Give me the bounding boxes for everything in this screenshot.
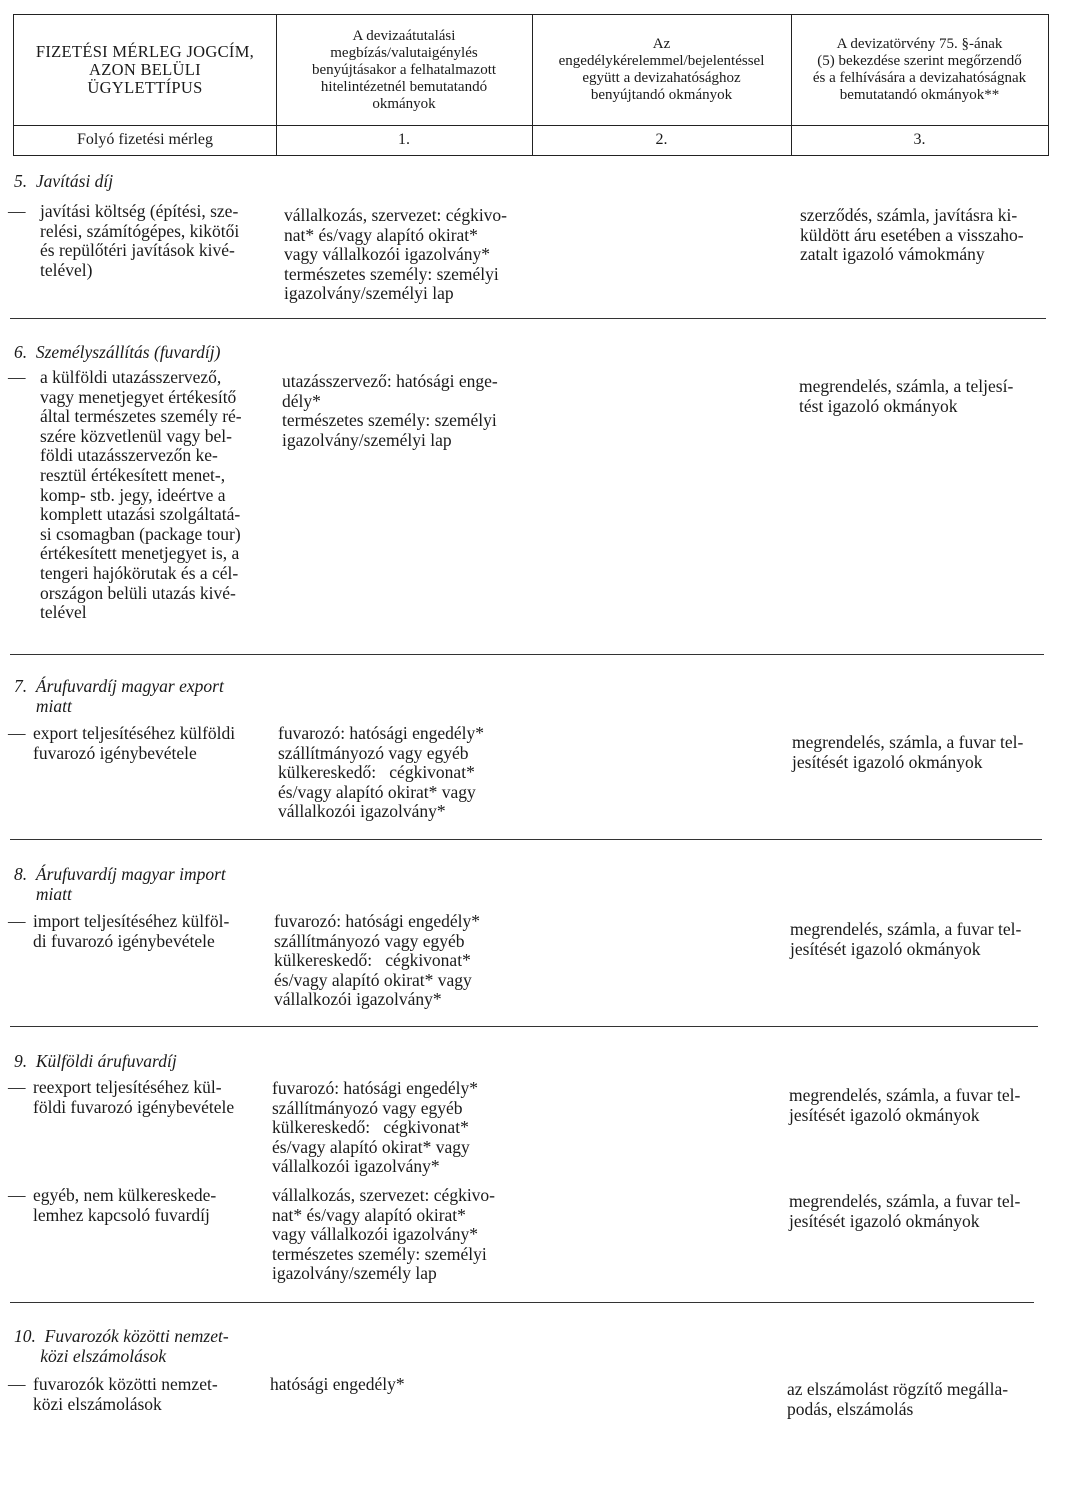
row-retained-documents: szerződés, számla, javításra ki- küldött áru esetében a visszaho- zatalt igazoló vámokmány — [800, 205, 1024, 265]
row-dash: — — [8, 367, 26, 387]
row-dash: — — [8, 1374, 26, 1394]
header-col-1: A devizaátutalási megbízás/valutaigénylés benyújtásakor a felhatalmazott hitelintézetnél bemutatandó okmányok — [311, 27, 497, 112]
row-retained-documents: megrendelés, számla, a fuvar tel- jesítését igazoló okmányok — [792, 732, 1024, 772]
row-transaction-type: export teljesítéséhez külföldi fuvarozó igénybevétele — [33, 723, 236, 763]
row-dash: — — [8, 723, 26, 743]
section-title: 8. Árufuvardíj magyar import miatt — [14, 864, 226, 904]
section-title: 9. Külföldi árufuvardíj — [14, 1051, 177, 1071]
row-retained-documents: megrendelés, számla, a fuvar tel- jesítését igazoló okmányok — [790, 919, 1022, 959]
header-table — [13, 14, 1049, 156]
row-transaction-type: fuvarozók közötti nemzet- közi elszámolások — [33, 1374, 218, 1414]
row-bank-documents: fuvarozó: hatósági engedély* szállítmányozó vagy egyéb külkereskedő: cégkivonat* és/vagy alapító okirat* vagy vállalkozói igazolvány* — [278, 723, 485, 822]
section-title: 6. Személyszállítás (fuvardíj) — [14, 342, 221, 362]
row-transaction-type: javítási költség (építési, sze- relési, számítógépes, kikötői és repülőtéri javítások kivé- telével) — [40, 201, 240, 280]
header-num-3: 3. — [913, 131, 926, 148]
row-transaction-type: a külföldi utazásszervező, vagy menetjegyet értékesítő által természetes személy ré- szére közvetlenül vagy bel- földi utazásszervezőn ke- resztül értékesített menet-, komp- stb. jegy, ideértve a komplett utazási szolgáltatá- si csomagban (package tour) értékesített menetjegyet is, a tengeri hajókörutak és a cél- országon belüli utazás kivé- telével — [40, 367, 242, 623]
section-divider — [10, 1026, 1038, 1027]
section-divider — [10, 839, 1042, 840]
row-bank-documents: hatósági engedély* — [270, 1374, 405, 1394]
row-bank-documents: vállalkozás, szervezet: cégkivo- nat* és/vagy alapító okirat* vagy vállalkozói igazolvány* természetes személy: személyi igazolvány/személyi lap — [284, 205, 508, 304]
header-num-2: 2. — [655, 131, 668, 148]
section-divider — [10, 318, 1046, 319]
row-retained-documents: megrendelés, számla, a teljesí- tést igazoló okmányok — [799, 376, 1014, 416]
section-title: 7. Árufuvardíj magyar export miatt — [14, 676, 224, 716]
header-col-3: A devizatörvény 75. §-ának (5) bekezdése szerint megőrzendő és a felhívására a devizahatóságnak bemutatandó okmányok** — [812, 36, 1027, 103]
row-bank-documents: utazásszervező: hatósági enge- dély* természetes személy: személyi igazolvány/személyi lap — [282, 371, 498, 450]
row-dash: — — [8, 911, 26, 931]
section-title: 10. Fuvarozók közötti nemzet- közi elszámolások — [14, 1326, 229, 1366]
row-bank-documents: fuvarozó: hatósági engedély* szállítmányozó vagy egyéb külkereskedő: cégkivonat* és/vagy alapító okirat* vagy vállalkozói igazolvány* — [272, 1078, 479, 1177]
row-transaction-type: reexport teljesítéséhez kül- földi fuvarozó igénybevétele — [33, 1077, 235, 1117]
row-retained-documents: az elszámolást rögzítő megálla- podás, elszámolás — [787, 1379, 1009, 1419]
row-bank-documents: fuvarozó: hatósági engedély* szállítmányozó vagy egyéb külkereskedő: cégkivonat* és/vagy alapító okirat* vagy vállalkozói igazolvány* — [274, 911, 481, 1010]
header-num-1: 1. — [398, 131, 410, 148]
row-bank-documents: vállalkozás, szervezet: cégkivo- nat* és/vagy alapító okirat* vagy vállalkozói igazolvány* természetes személy: személyi igazolvány/személy lap — [272, 1185, 496, 1284]
row-dash: — — [8, 201, 26, 221]
row-dash: — — [8, 1185, 26, 1205]
section-divider — [10, 1302, 1034, 1303]
row-transaction-type: egyéb, nem külkereskede- lemhez kapcsoló fuvardíj — [33, 1185, 217, 1225]
header-col-2: Az engedélykérelemmel/bejelentéssel együtt a devizahatósághoz benyújtandó okmányok — [558, 36, 765, 103]
header-col-jogcim: FIZETÉSI MÉRLEG JOGCÍM, AZON BELÜLI ÜGYLETTÍPUS — [35, 42, 255, 97]
row-retained-documents: megrendelés, számla, a fuvar tel- jesítését igazoló okmányok — [789, 1085, 1021, 1125]
section-divider — [10, 654, 1044, 655]
row-retained-documents: megrendelés, számla, a fuvar tel- jesítését igazoló okmányok — [789, 1191, 1021, 1231]
row-dash: — — [8, 1077, 26, 1097]
row-transaction-type: import teljesítéséhez külföl- di fuvarozó igénybevétele — [33, 911, 230, 951]
header-num-0: Folyó fizetési mérleg — [77, 131, 213, 148]
section-title: 5. Javítási díj — [14, 171, 114, 191]
